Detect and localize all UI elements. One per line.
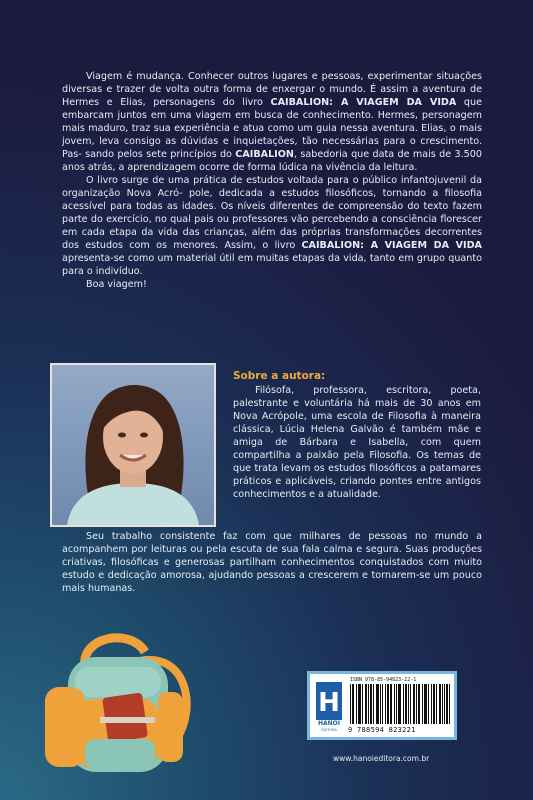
isbn-barcode-box: [307, 671, 457, 740]
backpack-illustration: [40, 627, 205, 777]
hanoi-logo-icon: [314, 680, 344, 722]
synopsis-paragraph-1: Viagem é mudança. Conhecer outros lugares e pessoas, experimentar situações diversas e trazer de volta outra forma de enxergar o mundo. É assim a aventura de Hermes e Elias, personagens do livro CAIBALION: A VIAGEM DA VIDA que embarcam juntos em uma viagem em busca de conhecimento. Hermes, personagem mais maduro, traz sua experiência e atua como um guia nessa aventura. Elias, o mais jovem, leva consigo as dúvidas e inquietações, tão necessárias para o crescimento. Pas- sando pelos sete princípios do CAIBALION, sabedoria que data de mais de 3.500 anos atrás, a aprendizagem ocorre de forma lúdica na vivência da leitura.: [62, 71, 482, 173]
synopsis-paragraph-3: Boa viagem!: [86, 279, 147, 290]
publisher-website: www.hanoieditora.com.br: [333, 754, 430, 763]
synopsis: [62, 70, 482, 291]
barcode-bars: [350, 684, 450, 724]
author-bio: Filósofa, professora, escritora, poeta, palestrante e voluntária há mais de 30 anos em Nova Acrópole, uma escola de Filosofia à maneira clássica, Lúcia Helena Galvão é também mãe e amiga de Bárbara e Isabella, com quem compartilha a paixão pela Filosofia. Os temas de que trata levam os estudos filosóficos a patamares práticos e aplicáveis, criando pontes entre antigos conhecimentos e a atualidade.: [233, 385, 481, 500]
publisher-name: HANOI: [317, 720, 341, 727]
svg-text:H: H: [318, 688, 340, 718]
keyword-caibalion: CAIBALION: [235, 149, 294, 160]
book-title: CAIBALION: A VIAGEM DA VIDA: [270, 97, 457, 108]
barcode-number: 9 788594 823221: [348, 726, 416, 734]
author-bio-continued: Seu trabalho consistente faz com que milhares de pessoas no mundo a acompanhem por leituras ou pela escuta de sua fala calma e segura. Suas produções criativas, filosóficas e generosas partilham conhecimentos conquistados com muito estudo e dedicação amorosa, ajudando pessoas a crescerem e tornarem-se um pouco mais humanas.: [62, 531, 482, 594]
isbn-text: ISBN 978-85-94823-22-1: [350, 677, 417, 683]
publisher-sub: EDITORA: [321, 728, 337, 732]
about-author-heading: Sobre a autora:: [233, 370, 326, 382]
synopsis-paragraph-2: O livro surge de uma prática de estudos voltada para o público infantojuvenil da organização Nova Acró- pole, dedicada a estudos filosóficos, tornando a filosofia acessível para todas as idades. Os níveis diferentes de compreensão do texto fazem parte do exercício, no qual pais ou professores vão percebendo a consciência florescer em cada etapa da vida das crianças, além das próprias transformações decorrentes dos estudos com os menores. Assim, o livro CAIBALION: A VIAGEM DA VIDA apresenta-se como um material útil em muitas etapas da vida, tanto em grupo quanto para o indivíduo.: [62, 175, 482, 277]
book-title: CAIBALION: A VIAGEM DA VIDA: [301, 240, 482, 251]
author-photo: [50, 363, 216, 527]
